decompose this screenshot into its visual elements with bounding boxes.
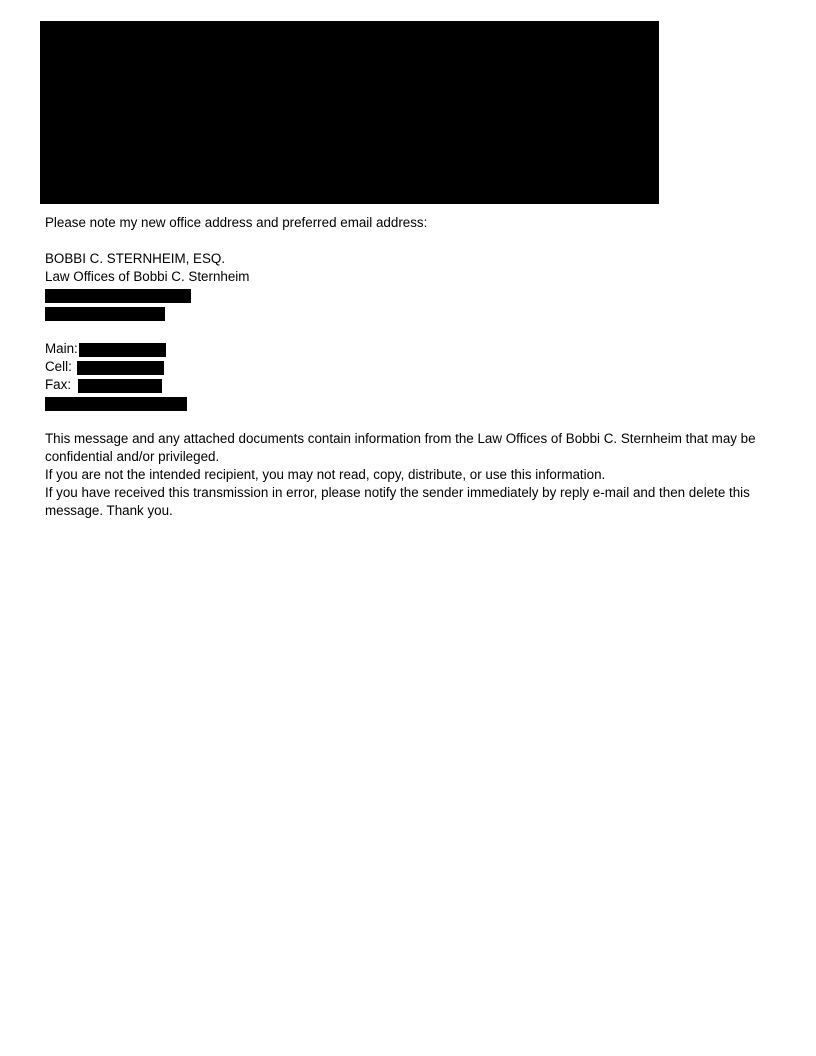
fax-label: Fax: bbox=[45, 377, 72, 392]
disclaimer-received-in-error: If you have received this transmission in error, please notify the sender immediately by reply e-mail and then delete this message. Thank you. bbox=[45, 485, 750, 518]
cell-phone-label: Cell: bbox=[45, 359, 72, 374]
redacted-email-address bbox=[45, 397, 187, 411]
intro-text: Please note my new office address and preferred email address: bbox=[45, 215, 428, 230]
disclaimer bbox=[45, 430, 765, 520]
redacted-address-line-2 bbox=[45, 307, 165, 321]
disclaimer-unintended-recipient: If you are not the intended recipient, you may not read, copy, distribute, or use this information. bbox=[45, 467, 606, 482]
redacted-cell-phone bbox=[77, 361, 164, 375]
redacted-header-block bbox=[40, 21, 659, 204]
signature-firm: Law Offices of Bobbi C. Sternheim bbox=[45, 269, 250, 284]
redacted-fax-number bbox=[78, 379, 162, 393]
redacted-address-line-1 bbox=[45, 289, 191, 303]
redacted-main-phone bbox=[79, 343, 166, 357]
main-phone-label: Main: bbox=[45, 341, 78, 356]
disclaimer-confidentiality: This message and any attached documents contain information from the Law Offices of Bobbi C. Sternheim that may be confidential and/or privileged. bbox=[45, 431, 756, 464]
signature-name: BOBBI C. STERNHEIM, ESQ. bbox=[45, 251, 226, 266]
